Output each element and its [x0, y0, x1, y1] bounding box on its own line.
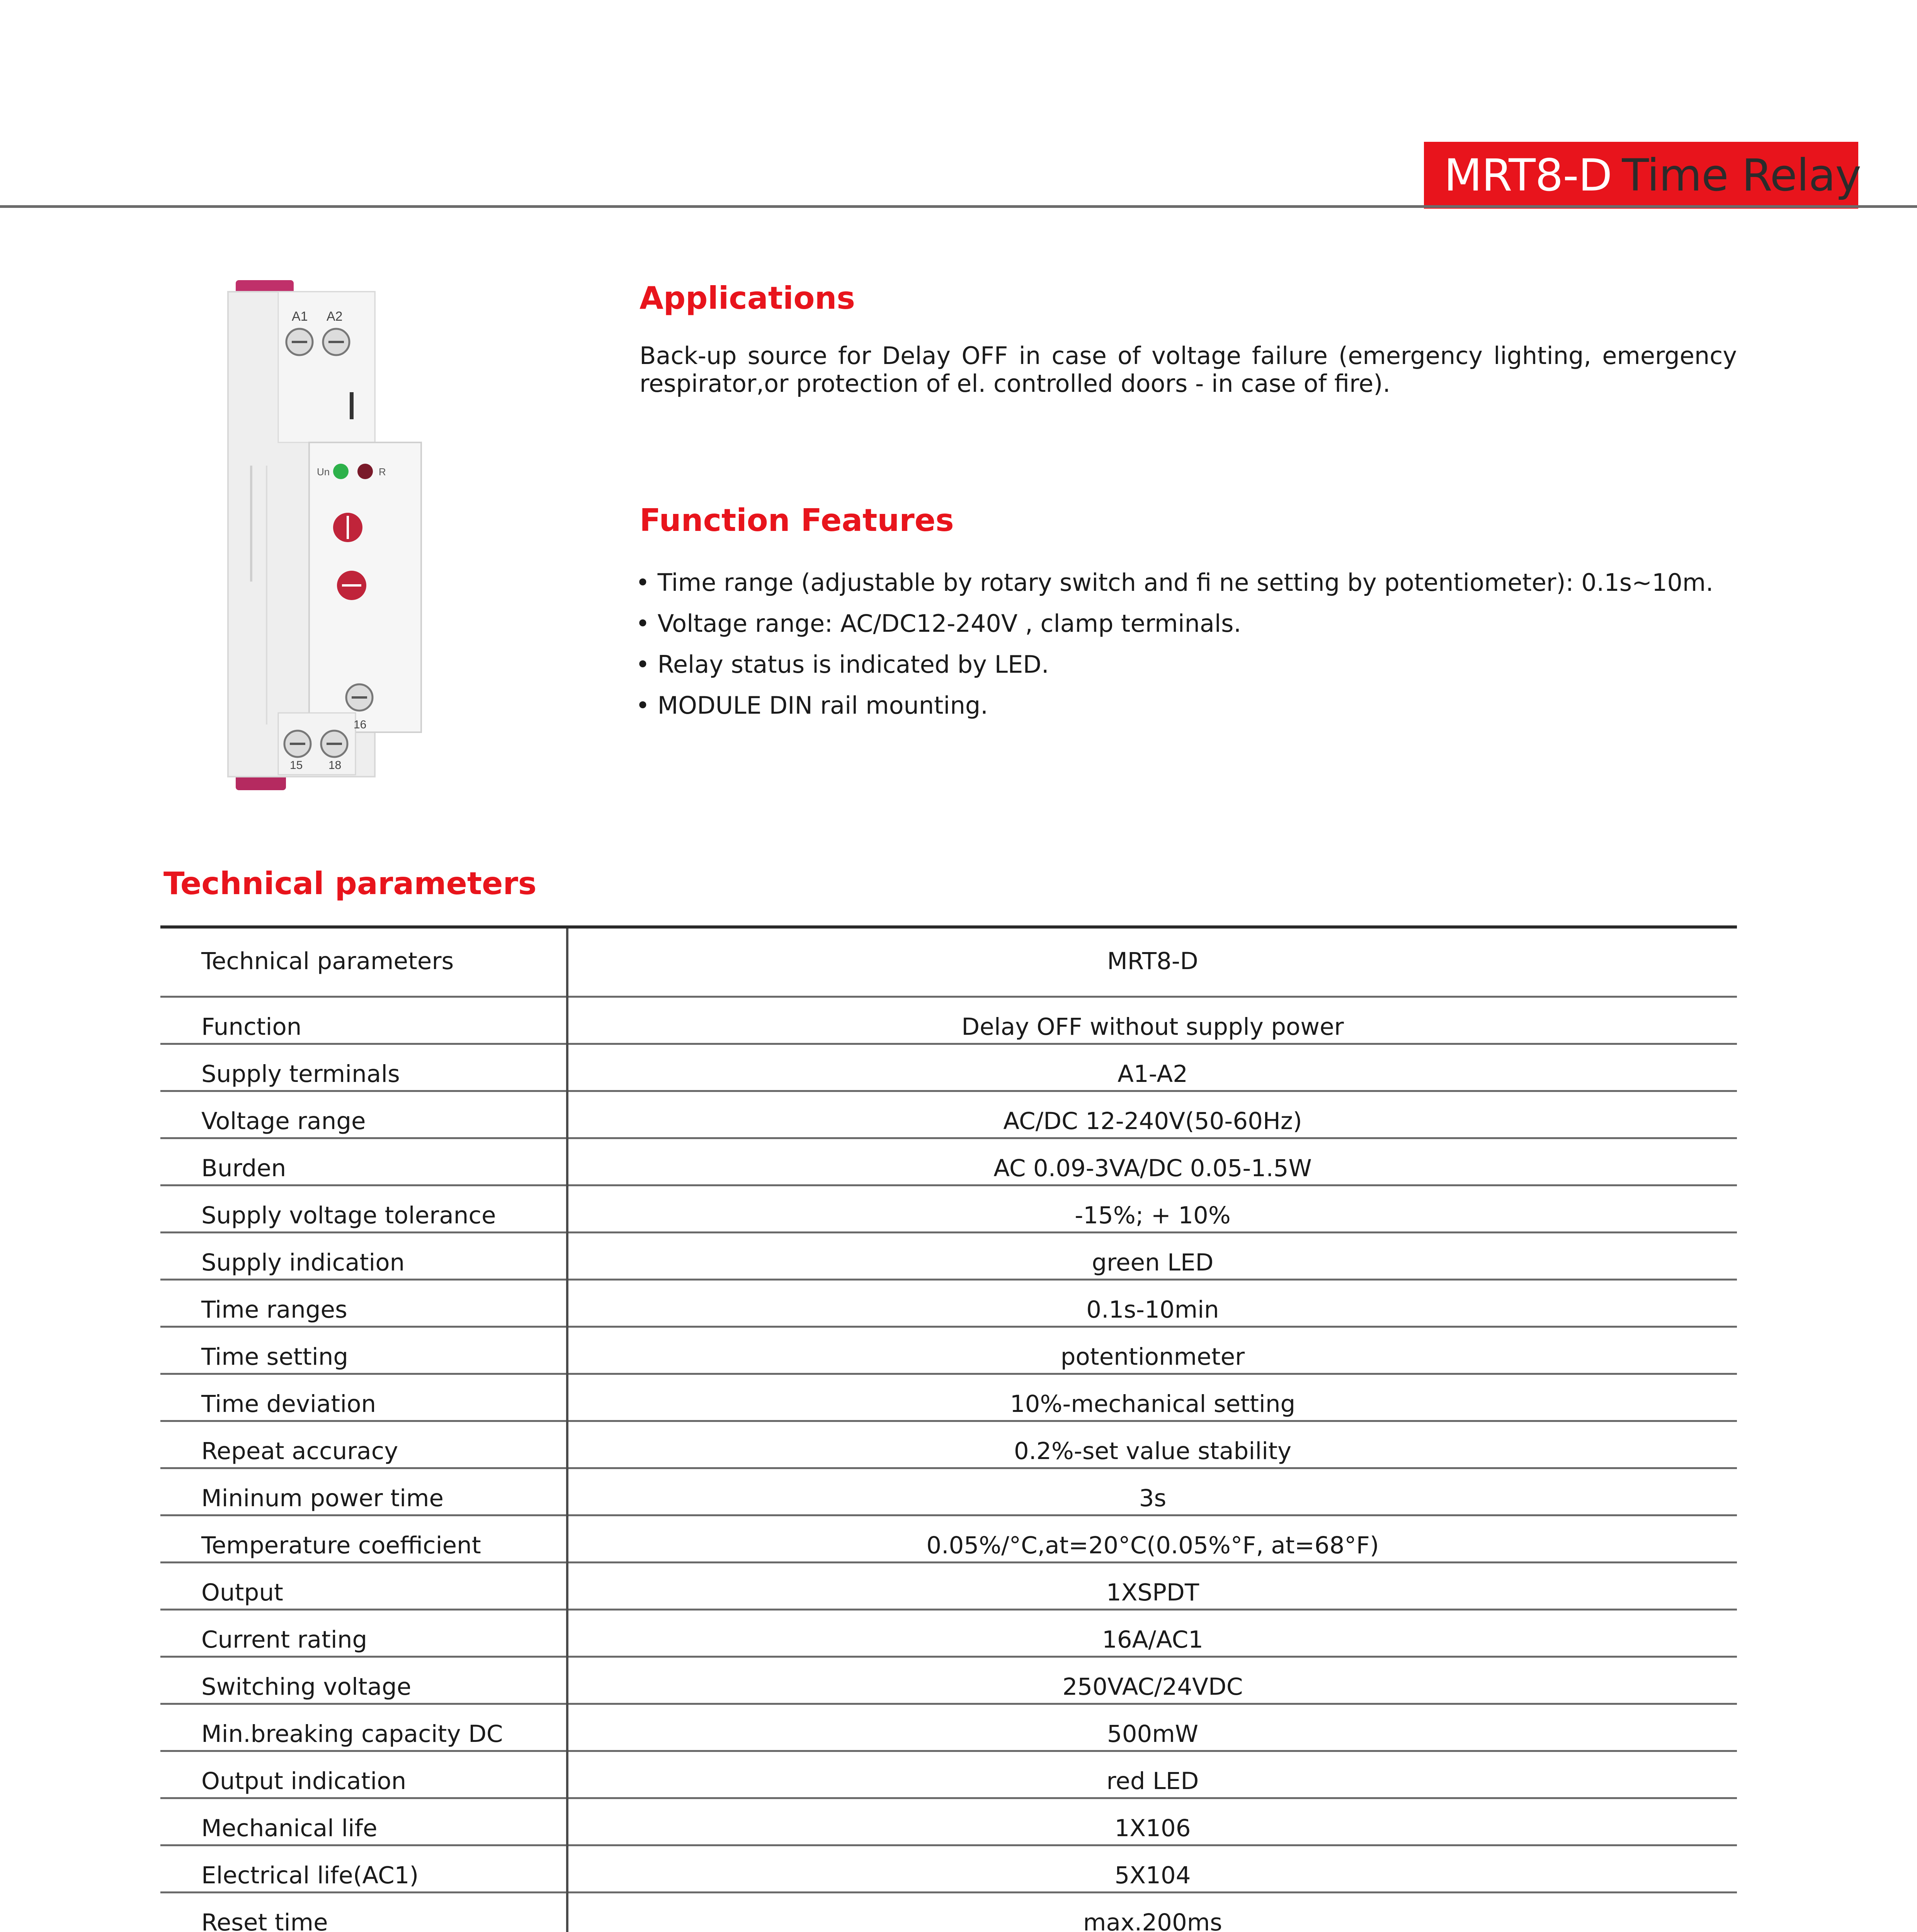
function-features-heading: Function Features: [640, 502, 954, 538]
feature-item: • Time range (adjustable by rotary switch and fi ne setting by potentiometer): 0.1s~10m.: [636, 562, 1741, 603]
svg-text:A2: A2: [327, 309, 343, 324]
parameter-name-cell: Time ranges: [160, 1280, 567, 1327]
page-title-model: MRT8-D: [1444, 150, 1612, 201]
parameter-value-cell: 500mW: [567, 1704, 1737, 1751]
parameter-value-cell: 5X104: [567, 1845, 1737, 1893]
parameter-name-cell: Repeat accuracy: [160, 1421, 567, 1468]
parameter-name-cell: Switching voltage: [160, 1657, 567, 1704]
feature-item: • Relay status is indicated by LED.: [636, 644, 1741, 685]
parameter-value-cell: AC/DC 12-240V(50-60Hz): [567, 1091, 1737, 1138]
table-row: [160, 1374, 1737, 1421]
parameter-name-cell: Burden: [160, 1138, 567, 1185]
table-row: [160, 1044, 1737, 1091]
parameter-name-cell: Time setting: [160, 1327, 567, 1374]
parameter-name-cell: Electrical life(AC1): [160, 1845, 567, 1893]
technical-parameters-table: [160, 925, 1737, 1932]
parameter-value-cell: 250VAC/24VDC: [567, 1657, 1737, 1704]
parameter-name-cell: Function: [160, 997, 567, 1044]
parameter-name-cell: Current rating: [160, 1610, 567, 1657]
column-header-parameter: Technical parameters: [160, 927, 567, 997]
applications-text: [640, 342, 1737, 398]
table-row: [160, 1704, 1737, 1751]
table-row: [160, 1515, 1737, 1563]
feature-item: • Voltage range: AC/DC12-240V , clamp terminals.: [636, 603, 1741, 644]
svg-text:R: R: [379, 466, 386, 478]
parameter-value-cell: max.200ms: [567, 1893, 1737, 1932]
table-row: [160, 1233, 1737, 1280]
parameter-value-cell: potentionmeter: [567, 1327, 1737, 1374]
page-title-product: Time Relay: [1622, 150, 1861, 201]
svg-text:Un: Un: [317, 466, 330, 478]
table-row: [160, 1610, 1737, 1657]
table-row: [160, 997, 1737, 1044]
parameter-name-cell: Output: [160, 1563, 567, 1610]
svg-text:16: 16: [354, 718, 367, 731]
header-divider: [0, 205, 1917, 208]
parameter-name-cell: Mechanical life: [160, 1798, 567, 1845]
svg-text:18: 18: [328, 759, 342, 772]
parameter-value-cell: 3s: [567, 1468, 1737, 1515]
parameter-value-cell: green LED: [567, 1233, 1737, 1280]
applications-paragraph: Back-up source for Delay OFF in case of voltage failure (emergency lighting, emergency respirator,or protection of el. controlled doors - in case of fire).: [640, 342, 1737, 398]
function-features-list: [636, 562, 1741, 726]
parameter-value-cell: -15%; + 10%: [567, 1185, 1737, 1233]
table-row: [160, 1893, 1737, 1932]
technical-parameters-body: [160, 997, 1737, 1932]
parameter-value-cell: 10%-mechanical setting: [567, 1374, 1737, 1421]
feature-item: • MODULE DIN rail mounting.: [636, 685, 1741, 726]
parameter-value-cell: AC 0.09-3VA/DC 0.05-1.5W: [567, 1138, 1737, 1185]
technical-parameters-heading: Technical parameters: [163, 866, 537, 901]
table-row: [160, 1798, 1737, 1845]
parameter-value-cell: 1X106: [567, 1798, 1737, 1845]
table-row: [160, 1327, 1737, 1374]
parameter-name-cell: Supply voltage tolerance: [160, 1185, 567, 1233]
table-row: [160, 1563, 1737, 1610]
parameter-name-cell: Mininum power time: [160, 1468, 567, 1515]
table-row: [160, 1280, 1737, 1327]
parameter-value-cell: 1XSPDT: [567, 1563, 1737, 1610]
product-image: [220, 280, 429, 790]
table-row: [160, 1138, 1737, 1185]
table-row: [160, 1468, 1737, 1515]
applications-heading: Applications: [640, 280, 855, 316]
parameter-name-cell: Supply indication: [160, 1233, 567, 1280]
parameter-name-cell: Reset time: [160, 1893, 567, 1932]
parameter-name-cell: Time deviation: [160, 1374, 567, 1421]
parameter-name-cell: Min.breaking capacity DC: [160, 1704, 567, 1751]
table-row: [160, 1421, 1737, 1468]
svg-text:A1: A1: [292, 309, 308, 324]
table-header-row: [160, 927, 1737, 997]
table-row: [160, 1657, 1737, 1704]
parameter-name-cell: Output indication: [160, 1751, 567, 1798]
svg-text:15: 15: [290, 759, 303, 772]
parameter-name-cell: Supply terminals: [160, 1044, 567, 1091]
parameter-name-cell: Temperature coefficient: [160, 1515, 567, 1563]
parameter-value-cell: 0.05%/°C,at=20°C(0.05%°F, at=68°F): [567, 1515, 1737, 1563]
parameter-value-cell: Delay OFF without supply power: [567, 997, 1737, 1044]
din-rail-time-relay-illustration: [220, 280, 429, 790]
page-title-banner: [1424, 142, 1861, 209]
parameter-value-cell: 16A/AC1: [567, 1610, 1737, 1657]
parameter-value-cell: 0.2%-set value stability: [567, 1421, 1737, 1468]
column-header-model: MRT8-D: [567, 927, 1737, 997]
parameter-value-cell: red LED: [567, 1751, 1737, 1798]
parameter-name-cell: Voltage range: [160, 1091, 567, 1138]
parameter-value-cell: A1-A2: [567, 1044, 1737, 1091]
parameter-value-cell: 0.1s-10min: [567, 1280, 1737, 1327]
table-row: [160, 1185, 1737, 1233]
table-row: [160, 1845, 1737, 1893]
table-row: [160, 1091, 1737, 1138]
table-row: [160, 1751, 1737, 1798]
